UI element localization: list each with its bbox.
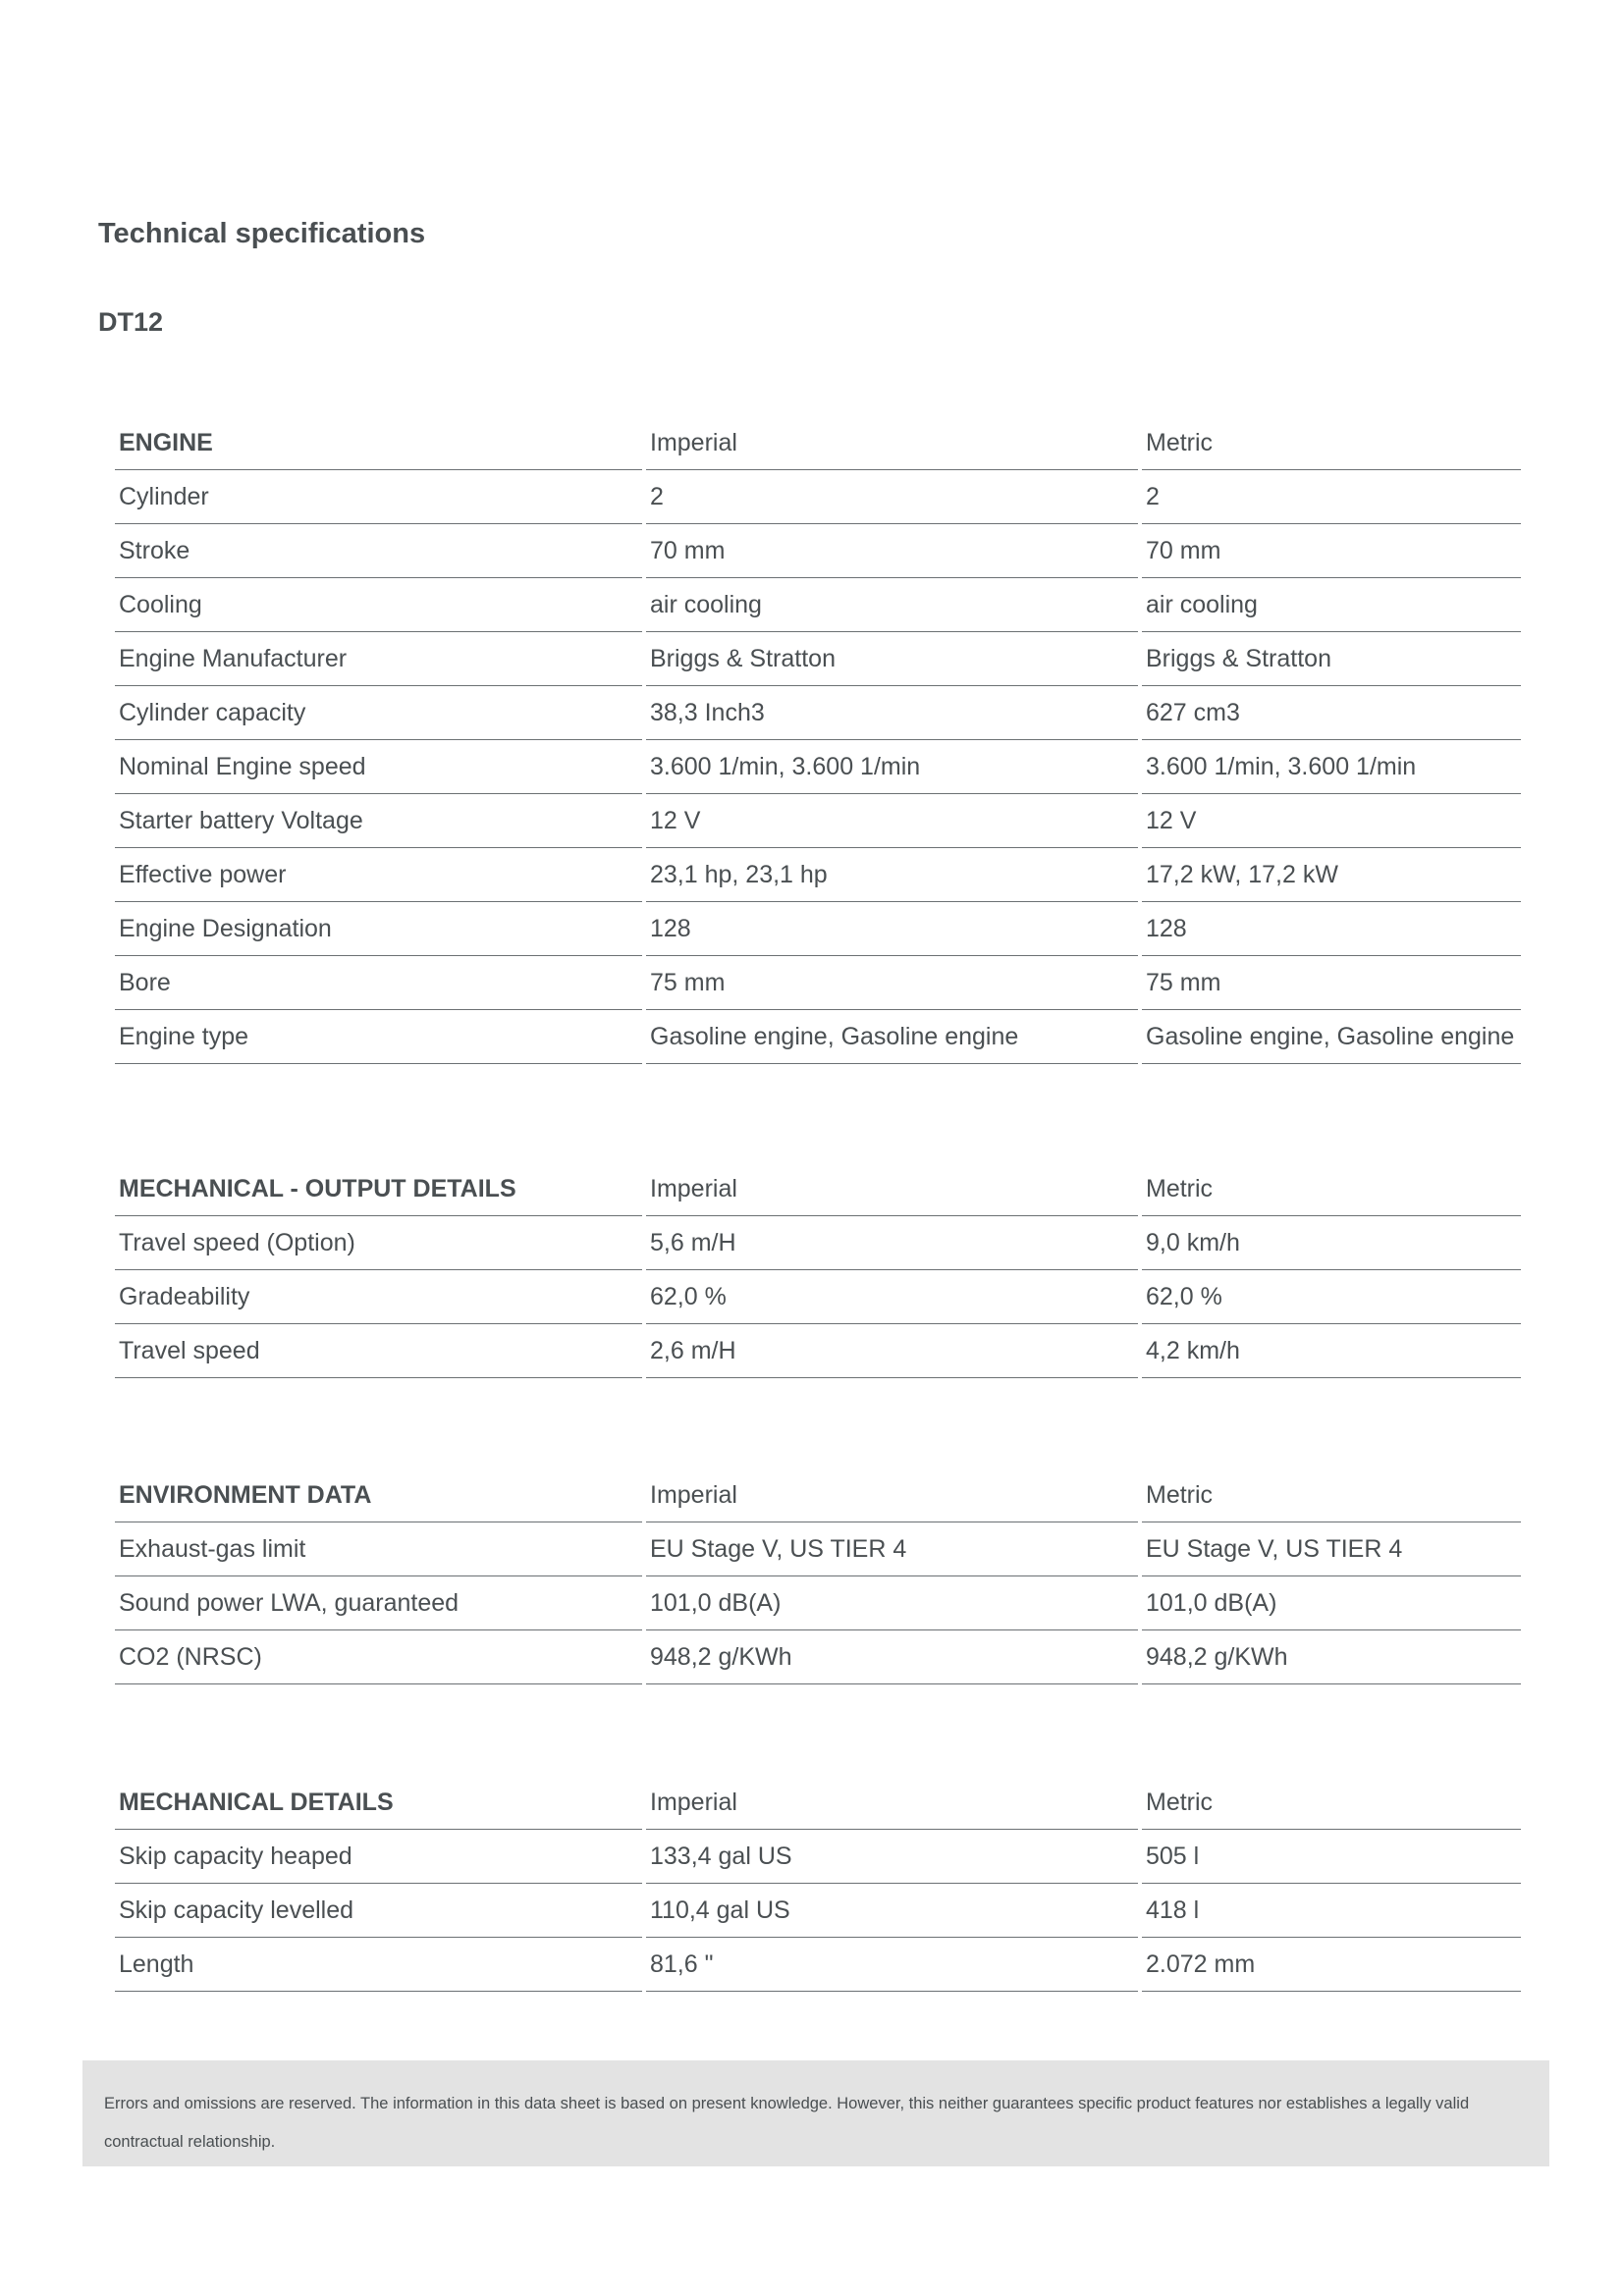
spec-label: Stroke (115, 524, 642, 578)
metric-value: EU Stage V, US TIER 4 (1142, 1522, 1521, 1576)
metric-value: 418 l (1142, 1884, 1521, 1938)
mechanical-output-spec-table (111, 1162, 1525, 1378)
metric-value: 62,0 % (1142, 1270, 1521, 1324)
imperial-value: 101,0 dB(A) (646, 1576, 1138, 1630)
metric-value: 2 (1142, 470, 1521, 524)
imperial-value: 81,6 " (646, 1938, 1138, 1992)
table-row (115, 578, 1521, 632)
spec-label: Gradeability (115, 1270, 642, 1324)
imperial-value: 38,3 Inch3 (646, 686, 1138, 740)
table-row (115, 470, 1521, 524)
imperial-value: 62,0 % (646, 1270, 1138, 1324)
imperial-value: EU Stage V, US TIER 4 (646, 1522, 1138, 1576)
column-header-imperial: Imperial (646, 1776, 1138, 1830)
model-name: DT12 (98, 307, 164, 337)
imperial-value: 12 V (646, 794, 1138, 848)
disclaimer-box: Errors and omissions are reserved. The information in this data sheet is based on present knowledge. However, this neither guarantees specific product features nor establishes a legally valid contractual relationship. (82, 2060, 1549, 2166)
metric-value: 9,0 km/h (1142, 1216, 1521, 1270)
section-title: ENVIRONMENT DATA (115, 1468, 642, 1522)
spec-label: Bore (115, 956, 642, 1010)
metric-value: 12 V (1142, 794, 1521, 848)
mechanical-spec-table (111, 1776, 1525, 1992)
spec-label: Cooling (115, 578, 642, 632)
table-row (115, 686, 1521, 740)
spec-label: Exhaust-gas limit (115, 1522, 642, 1576)
metric-value: Briggs & Stratton (1142, 632, 1521, 686)
metric-value: 948,2 g/KWh (1142, 1630, 1521, 1684)
metric-value: Gasoline engine, Gasoline engine (1142, 1010, 1521, 1064)
table-row (115, 1630, 1521, 1684)
imperial-value: 23,1 hp, 23,1 hp (646, 848, 1138, 902)
spec-label: Travel speed (115, 1324, 642, 1378)
table-header-row (115, 1776, 1521, 1830)
column-header-metric: Metric (1142, 1162, 1521, 1216)
table-row (115, 1938, 1521, 1992)
spec-label: Cylinder (115, 470, 642, 524)
spec-label: Engine type (115, 1010, 642, 1064)
metric-value: 128 (1142, 902, 1521, 956)
table-row (115, 956, 1521, 1010)
spec-label: Effective power (115, 848, 642, 902)
imperial-value: 75 mm (646, 956, 1138, 1010)
spec-label: Sound power LWA, guaranteed (115, 1576, 642, 1630)
spec-label: Nominal Engine speed (115, 740, 642, 794)
table-row (115, 740, 1521, 794)
table-row (115, 1576, 1521, 1630)
spec-label: Skip capacity heaped (115, 1830, 642, 1884)
imperial-value: 2,6 m/H (646, 1324, 1138, 1378)
imperial-value: 3.600 1/min, 3.600 1/min (646, 740, 1138, 794)
imperial-value: 2 (646, 470, 1138, 524)
spec-label: Skip capacity levelled (115, 1884, 642, 1938)
section-title: MECHANICAL - OUTPUT DETAILS (115, 1162, 642, 1216)
column-header-imperial: Imperial (646, 1162, 1138, 1216)
metric-value: 17,2 kW, 17,2 kW (1142, 848, 1521, 902)
section-title: ENGINE (115, 416, 642, 470)
metric-value: 70 mm (1142, 524, 1521, 578)
engine-spec-table (111, 416, 1525, 1064)
imperial-value: Briggs & Stratton (646, 632, 1138, 686)
table-row (115, 848, 1521, 902)
table-row (115, 632, 1521, 686)
section-title: MECHANICAL DETAILS (115, 1776, 642, 1830)
imperial-value: 133,4 gal US (646, 1830, 1138, 1884)
page-title: Technical specifications (98, 218, 426, 249)
spec-label: Travel speed (Option) (115, 1216, 642, 1270)
environment-spec-table (111, 1468, 1525, 1684)
table-header-row (115, 1162, 1521, 1216)
imperial-value: 5,6 m/H (646, 1216, 1138, 1270)
column-header-imperial: Imperial (646, 416, 1138, 470)
table-header-row (115, 416, 1521, 470)
table-row (115, 1884, 1521, 1938)
metric-value: 2.072 mm (1142, 1938, 1521, 1992)
table-row (115, 1010, 1521, 1064)
table-row (115, 1324, 1521, 1378)
spec-label: Engine Manufacturer (115, 632, 642, 686)
imperial-value: 948,2 g/KWh (646, 1630, 1138, 1684)
table-row (115, 902, 1521, 956)
metric-value: air cooling (1142, 578, 1521, 632)
metric-value: 75 mm (1142, 956, 1521, 1010)
table-row (115, 1522, 1521, 1576)
metric-value: 627 cm3 (1142, 686, 1521, 740)
table-row (115, 1830, 1521, 1884)
column-header-metric: Metric (1142, 416, 1521, 470)
column-header-metric: Metric (1142, 1468, 1521, 1522)
imperial-value: Gasoline engine, Gasoline engine (646, 1010, 1138, 1064)
spec-label: Length (115, 1938, 642, 1992)
table-row (115, 1270, 1521, 1324)
spec-label: Starter battery Voltage (115, 794, 642, 848)
spec-label: Engine Designation (115, 902, 642, 956)
spec-label: Cylinder capacity (115, 686, 642, 740)
table-row (115, 794, 1521, 848)
metric-value: 101,0 dB(A) (1142, 1576, 1521, 1630)
spec-label: CO2 (NRSC) (115, 1630, 642, 1684)
imperial-value: 128 (646, 902, 1138, 956)
metric-value: 3.600 1/min, 3.600 1/min (1142, 740, 1521, 794)
imperial-value: 70 mm (646, 524, 1138, 578)
table-row (115, 1216, 1521, 1270)
table-row (115, 524, 1521, 578)
imperial-value: air cooling (646, 578, 1138, 632)
table-header-row (115, 1468, 1521, 1522)
metric-value: 505 l (1142, 1830, 1521, 1884)
column-header-metric: Metric (1142, 1776, 1521, 1830)
column-header-imperial: Imperial (646, 1468, 1138, 1522)
metric-value: 4,2 km/h (1142, 1324, 1521, 1378)
imperial-value: 110,4 gal US (646, 1884, 1138, 1938)
